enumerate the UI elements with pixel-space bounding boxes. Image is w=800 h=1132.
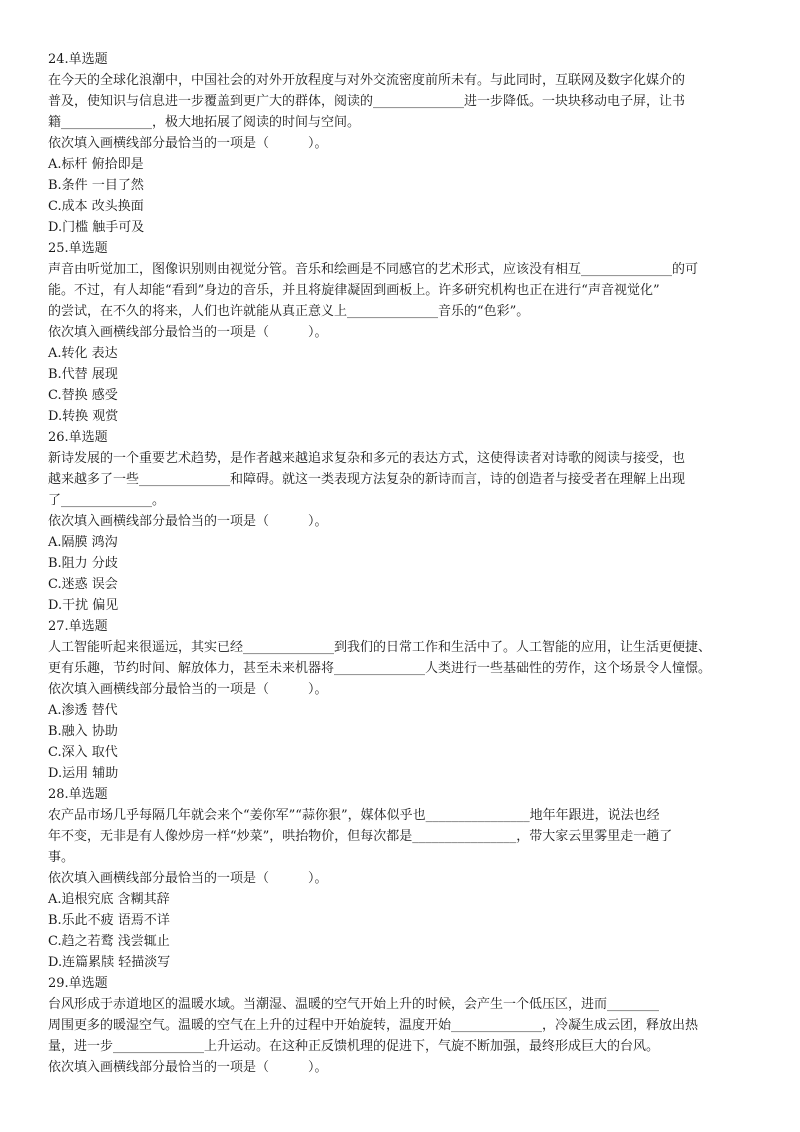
question-25-prompt: 依次填入画横线部分最恰当的一项是（ ）。	[48, 325, 328, 340]
question-25-option-c[interactable]: C.替换 感受	[48, 388, 118, 403]
question-26-option-d[interactable]: D.干扰 偏见	[48, 598, 119, 613]
question-26-header: 26.单选题	[48, 430, 108, 445]
question-24-option-b[interactable]: B.条件 一目了然	[48, 178, 144, 193]
question-29-stem-line-1: 台风形成于赤道地区的温暖水域。当潮湿、温暖的空气开始上升的时候，会产生一个低压区，进而________	[48, 997, 660, 1012]
question-29-stem-line-2: 周围更多的暖湿空气。温暖的空气在上升的过程中开始旋转，温度开始______________，冷凝生成云团，释放出热	[48, 1018, 699, 1033]
question-26-stem-line-1: 新诗发展的一个重要艺术趋势，是作者越来越追求复杂和多元的表达方式，这使得读者对诗歌的阅读与接受，也	[48, 451, 686, 466]
question-25-stem-line-2: 能。不过，有人却能“看到”身边的音乐，并且将旋律凝固到画板上。许多研究机构也正在进行“声音视觉化”	[48, 283, 660, 298]
question-24-option-d[interactable]: D.门槛 触手可及	[48, 220, 145, 235]
question-27-option-d[interactable]: D.运用 辅助	[48, 766, 119, 781]
question-24-stem-line-1: 在今天的全球化浪潮中，中国社会的对外开放程度与对外交流密度前所未有。与此同时，互联网及数字化媒介的	[48, 73, 686, 88]
question-29-stem-line-3: 量，进一步______________上升运动。在这种正反馈机理的促进下，气旋不断加强，最终形成巨大的台风。	[48, 1039, 660, 1054]
question-25-stem-line-3: 的尝试，在不久的将来，人们也许就能从真正意义上______________音乐的“色彩”。	[48, 304, 530, 319]
question-27-stem-line-2: 更有乐趣，节约时间、解放体力，甚至未来机器将______________人类进行一些基础性的劳作，这个场景令人憧憬。	[48, 661, 712, 676]
question-25-option-a[interactable]: A.转化 表达	[48, 346, 118, 361]
question-28-option-a[interactable]: A.追根究底 含糊其辞	[48, 892, 170, 907]
question-25-option-d[interactable]: D.转换 观赏	[48, 409, 119, 424]
question-29-header: 29.单选题	[48, 976, 108, 991]
question-28-option-b[interactable]: B.乐此不疲 语焉不详	[48, 913, 170, 928]
question-28-stem-line-1: 农产品市场几乎每隔几年就会来个“姜你军”“蒜你狠”，媒体似乎也________________地年年跟进，说法也经	[48, 808, 660, 823]
question-26-prompt: 依次填入画横线部分最恰当的一项是（ ）。	[48, 514, 328, 529]
question-24-option-a[interactable]: A.标杆 俯拾即是	[48, 157, 144, 172]
question-27-header: 27.单选题	[48, 619, 108, 634]
question-29-prompt: 依次填入画横线部分最恰当的一项是（ ）。	[48, 1060, 328, 1075]
question-26-option-b[interactable]: B.阻力 分歧	[48, 556, 118, 571]
question-25-header: 25.单选题	[48, 241, 108, 256]
question-27-option-b[interactable]: B.融入 协助	[48, 724, 118, 739]
question-28-stem-line-3: 事。	[48, 850, 75, 865]
question-26-stem-line-3: 了______________。	[48, 493, 166, 508]
question-26-option-c[interactable]: C.迷惑 误会	[48, 577, 118, 592]
question-24-stem-line-2: 普及，使知识与信息进一步覆盖到更广大的群体，阅读的______________进一步降低。一块块移动电子屏，让书	[48, 94, 686, 109]
question-28-stem-line-2: 年不变，无非是有人像炒房一样“炒菜”，哄抬物价，但每次都是________________，带大家云里雾里走一趟了	[48, 829, 673, 844]
question-27-option-c[interactable]: C.深入 取代	[48, 745, 118, 760]
question-24-header: 24.单选题	[48, 52, 108, 67]
question-27-stem-line-1: 人工智能听起来很遥远，其实已经______________到我们的日常工作和生活中了。人工智能的应用，让生活更便捷、	[48, 640, 712, 655]
question-28-prompt: 依次填入画横线部分最恰当的一项是（ ）。	[48, 871, 328, 886]
question-27-option-a[interactable]: A.渗透 替代	[48, 703, 118, 718]
question-25-stem-line-1: 声音由听觉加工，图像识别则由视觉分管。音乐和绘画是不同感官的艺术形式，应该没有相互______________的可	[48, 262, 699, 277]
question-24-prompt: 依次填入画横线部分最恰当的一项是（ ）。	[48, 136, 328, 151]
question-26-option-a[interactable]: A.隔膜 鸿沟	[48, 535, 118, 550]
question-25-option-b[interactable]: B.代替 展现	[48, 367, 118, 382]
question-26-stem-line-2: 越来越多了一些______________和障碍。就这一类表现方法复杂的新诗而言，诗的创造者与接受者在理解上出现	[48, 472, 686, 487]
question-28-header: 28.单选题	[48, 787, 108, 802]
question-24-stem-line-3: 籍______________，极大地拓展了阅读的时间与空间。	[48, 115, 361, 130]
question-24-option-c[interactable]: C.成本 改头换面	[48, 199, 144, 214]
question-28-option-c[interactable]: C.趋之若鹜 浅尝辄止	[48, 934, 170, 949]
question-27-prompt: 依次填入画横线部分最恰当的一项是（ ）。	[48, 682, 328, 697]
question-28-option-d[interactable]: D.连篇累牍 轻描淡写	[48, 955, 171, 970]
